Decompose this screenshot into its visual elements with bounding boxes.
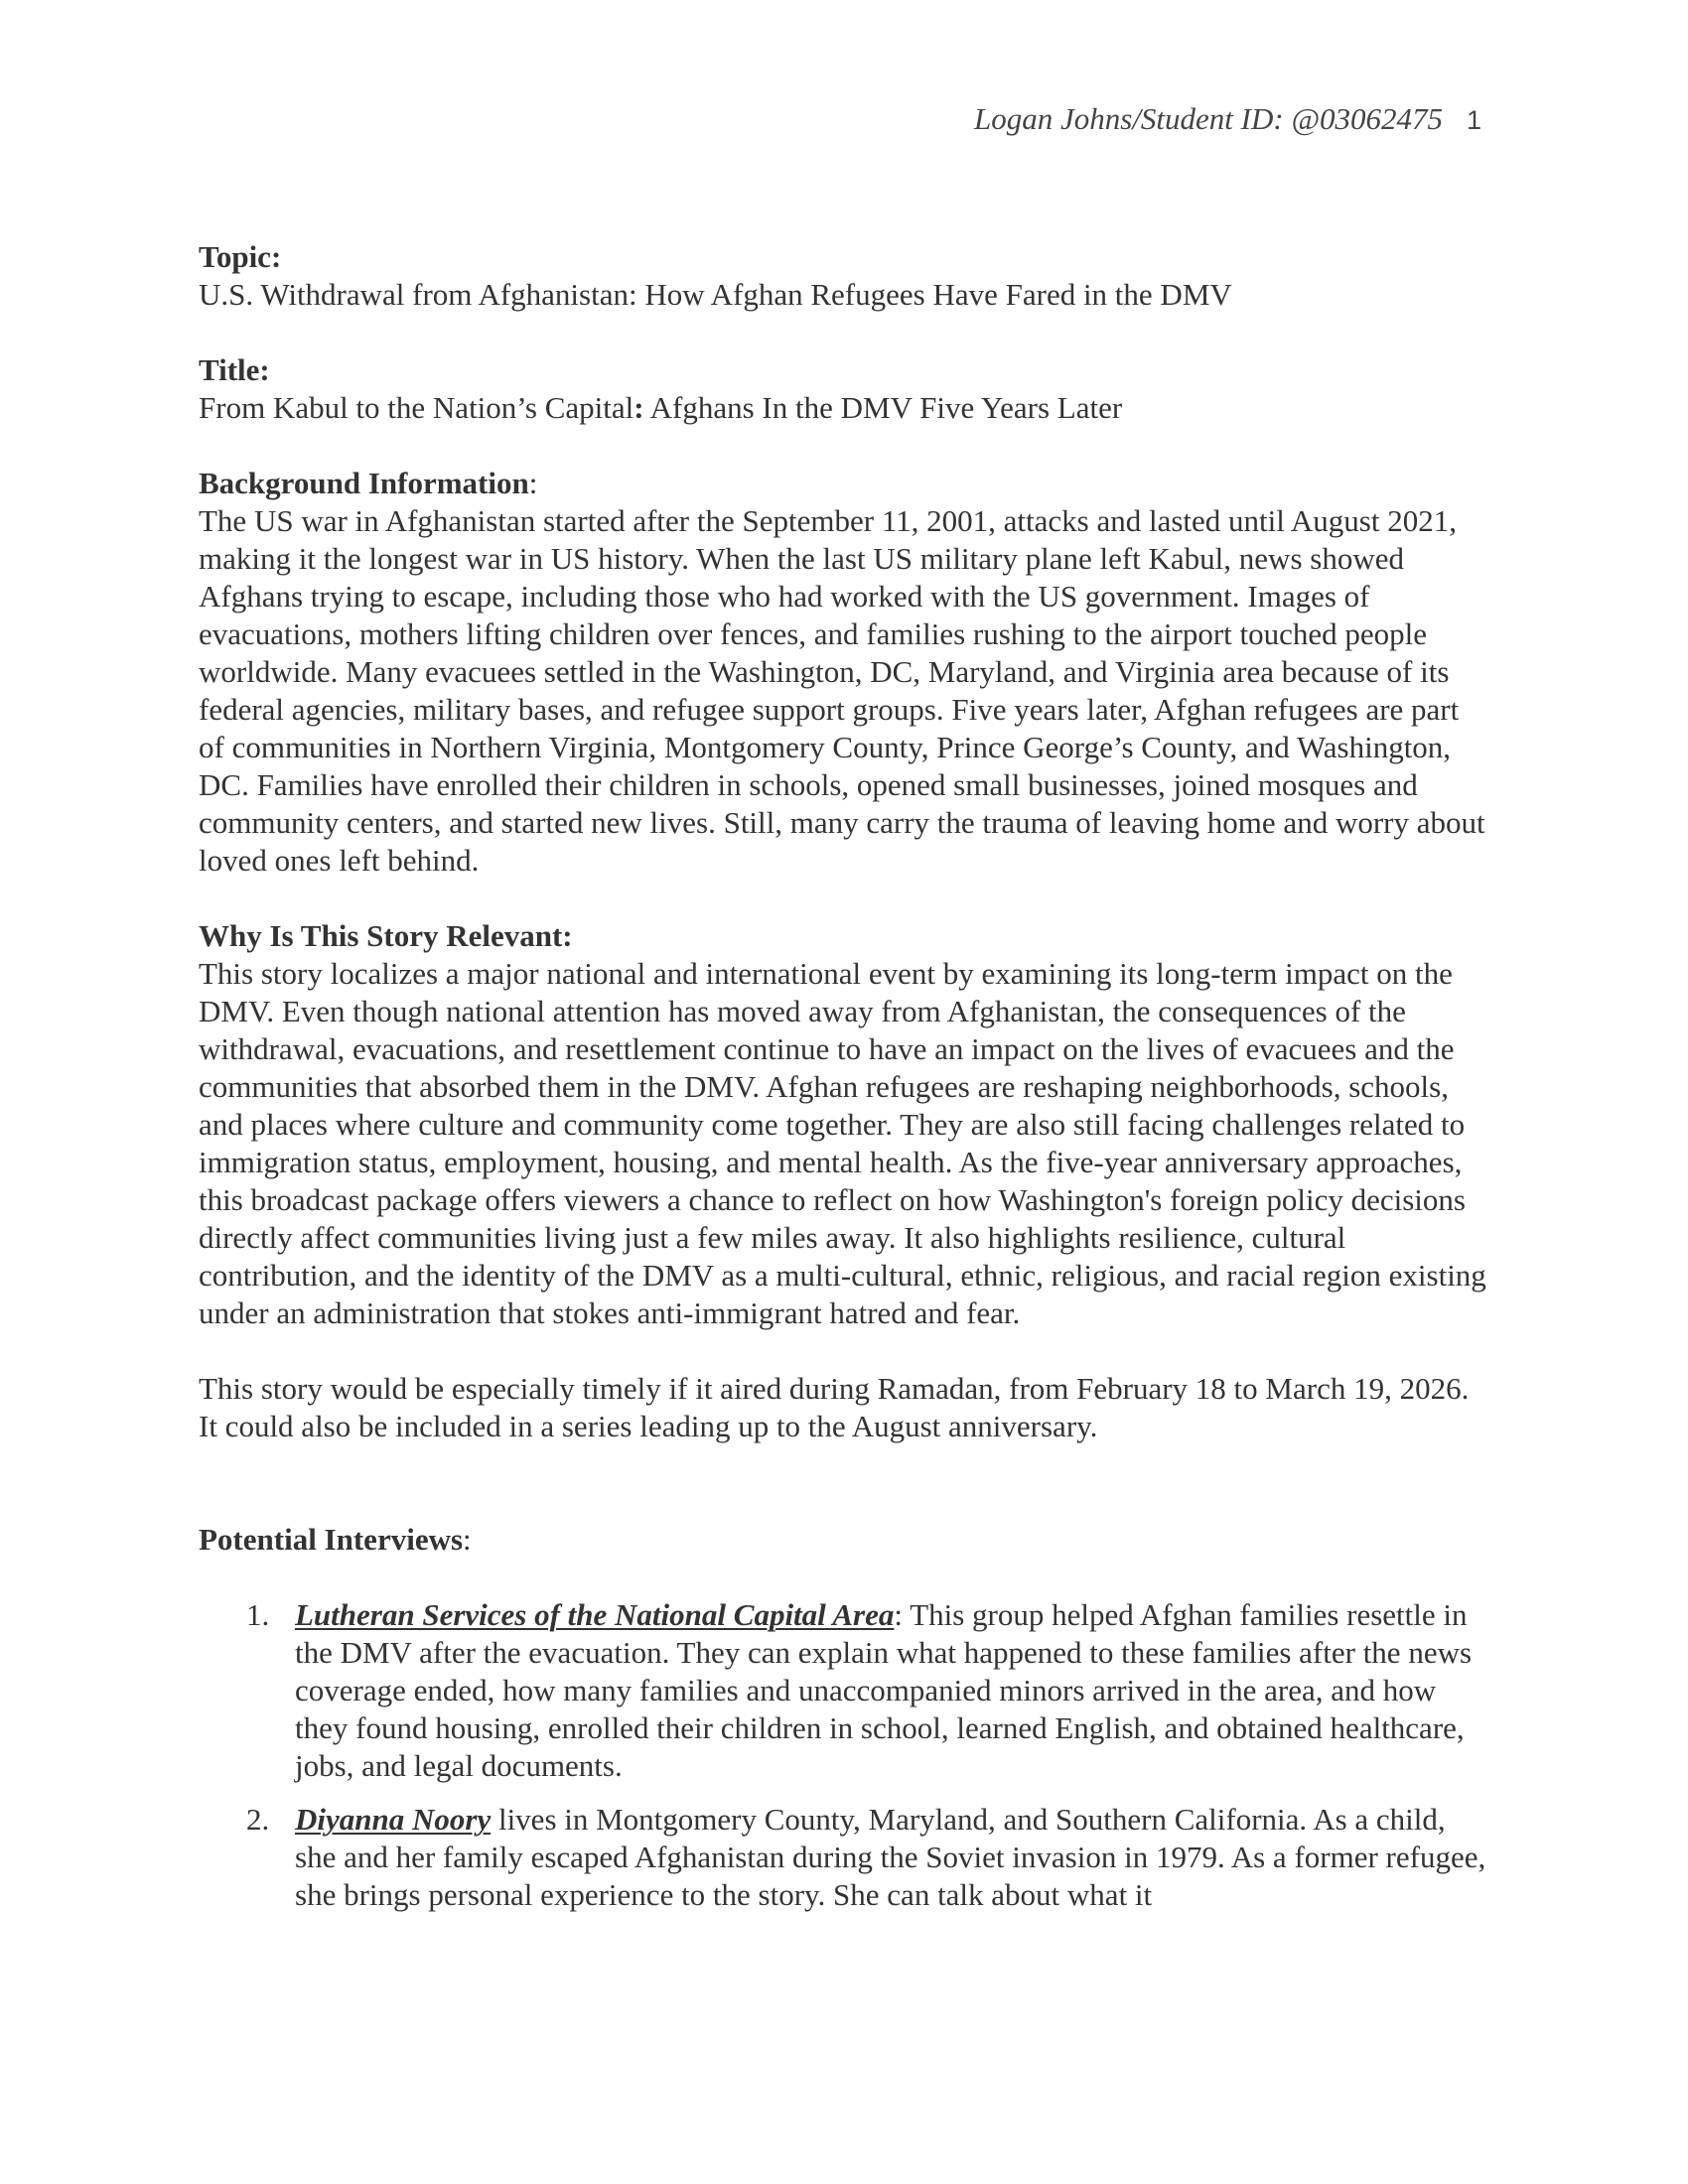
timing-text: This story would be especially timely if it aired during Ramadan, from February 18 to March 19, 2026. It could also be included in a series leading up to the August anniversary. <box>199 1371 1470 1443</box>
title-text-colon: : <box>633 390 644 425</box>
interviews-heading <box>199 1521 1489 1559</box>
title-text-part1: From Kabul to the Nation’s Capital <box>199 390 634 425</box>
background-heading <box>199 465 1489 502</box>
header-author: Logan Johns/Student ID: @03062475 <box>974 101 1443 136</box>
page-header <box>974 99 1481 140</box>
page-number: 1 <box>1466 105 1481 135</box>
list-item <box>199 1596 1489 1785</box>
topic-text: U.S. Withdrawal from Afghanistan: How Afghan Refugees Have Fared in the DMV <box>199 277 1232 312</box>
interviews-list <box>199 1596 1489 1914</box>
title-text-part2: Afghans In the DMV Five Years Later <box>643 390 1123 425</box>
interviewee-link[interactable]: Lutheran Services of the National Capital Area <box>295 1597 895 1632</box>
background-text: The US war in Afghanistan started after the September 11, 2001, attacks and lasted until August 2021, making it the longest war in US history. When the last US military plane left Kabul, news showed Afghans trying to escape, including those who had worked with the US government. Images of evacuations, mothers lifting children over fences, and families rushing to the airport touched people worldwide. Many evacuees settled in the Washington, DC, Maryland, and Virginia area because of its federal agencies, military bases, and refugee support groups. Five years later, Afghan refugees are part of communities in Northern Virginia, Montgomery County, Prince George’s County, and Washington, DC. Families have enrolled their children in schools, opened small businesses, joined mosques and community centers, and started new lives. Still, many carry the trauma of leaving home and worry about loved ones left behind. <box>199 503 1485 878</box>
title-heading: Title: <box>199 352 270 387</box>
list-item-text: : This group helped Afghan families resettle in the DMV after the evacuation. They can explain what happened to these families after the news coverage ended, how many families and unaccompanied minors arrived in the area, and how they found housing, enrolled their children in school, learned English, and obtained healthcare, jobs, and legal documents. <box>295 1597 1473 1783</box>
topic-heading: Topic: <box>199 239 282 274</box>
list-item <box>199 1801 1489 1914</box>
background-heading-label: Background Information <box>199 466 529 500</box>
list-item-text: lives in Montgomery County, Maryland, and Southern California. As a child, she and her family escaped Afghanistan during the Soviet invasion in 1979. As a former refugee, she brings personal experience to the story. She can talk about what it <box>295 1802 1486 1912</box>
relevance-heading: Why Is This Story Relevant: <box>199 918 573 953</box>
relevance-text: This story localizes a major national and international event by examining its long-term impact on the DMV. Even though national attention has moved away from Afghanistan, the consequences of the withdrawal, evacuations, and resettlement continue to have an impact on the lives of evacuees and the communities that absorbed them in the DMV. Afghan refugees are reshaping neighborhoods, schools, and places where culture and community come together. They are also still facing challenges related to immigration status, employment, housing, and mental health. As the five-year anniversary approaches, this broadcast package offers viewers a chance to reflect on how Washington's foreign policy decisions directly affect communities living just a few miles away. It also highlights resilience, cultural contribution, and the identity of the DMV as a multi-cultural, ethnic, religious, and racial region existing under an administration that stokes anti-immigrant hatred and fear. <box>199 956 1486 1330</box>
interviews-heading-colon: : <box>463 1522 472 1557</box>
interviews-heading-label: Potential Interviews <box>199 1522 464 1557</box>
list-item-number: 1. <box>246 1597 270 1632</box>
list-item-number: 2. <box>246 1802 270 1837</box>
title-text <box>199 389 1489 427</box>
background-heading-colon: : <box>528 466 538 500</box>
interviewee-link[interactable]: Diyanna Noory <box>295 1802 492 1837</box>
document-body <box>199 238 1489 1930</box>
